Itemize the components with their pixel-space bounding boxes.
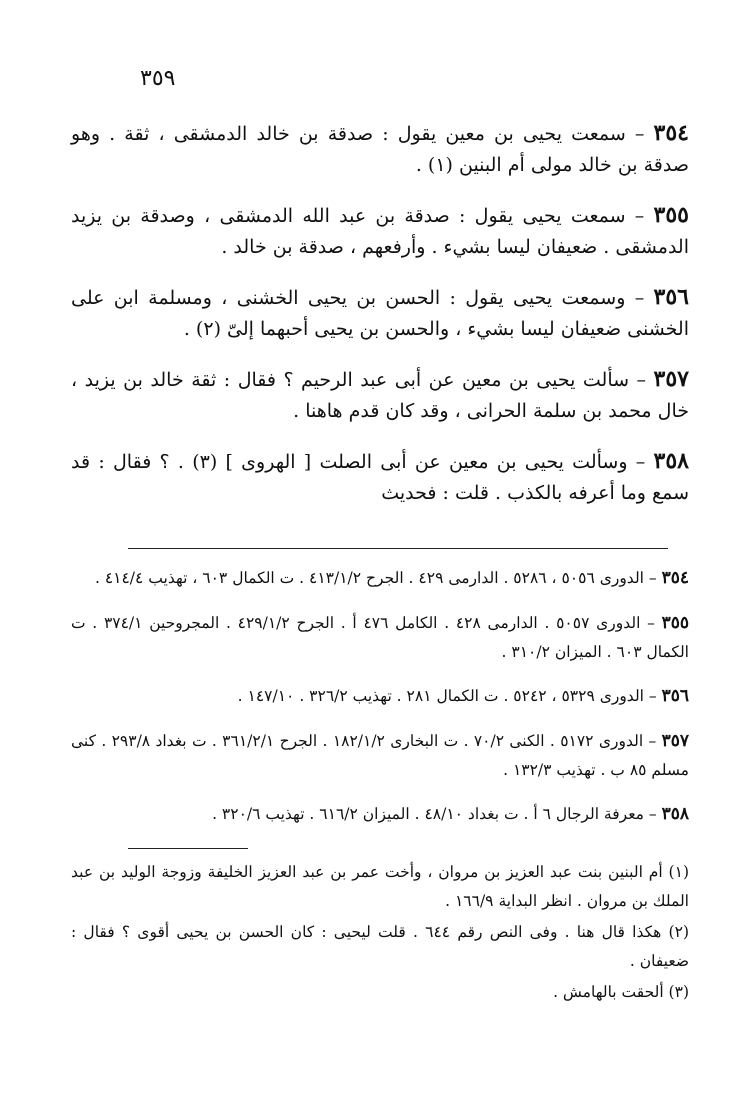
reference-text: – الدورى ٥٠٥٧ . الدارمى ٤٢٨ . الكامل ٤٧٦ أ . الجرح ٤٢٩/١/٢ . المجروحين ٣٧٤/١ . ت الكمال ٦٠٣ . الميزان ٣١٠/٢ . <box>71 613 689 661</box>
reference-text: – معرفة الرجال ٦ أ . ت بغداد ٤٨/١٠ . الميزان ٦١٦/٢ . تهذيب ٣٢٠/٦ . <box>212 805 662 823</box>
reference-number: ٣٥٨ <box>661 804 689 824</box>
entry-number: ٣٥٥ <box>653 202 689 228</box>
entry-357 <box>71 364 689 427</box>
entry-number: ٣٥٨ <box>653 448 689 474</box>
reference-text: – الدورى ٥٠٥٦ ، ٥٢٨٦ . الدارمى ٤٢٩ . الجرح ٤١٣/١/٢ . ت الكمال ٦٠٣ ، تهذيب ٤١٤/٤ . <box>94 569 662 587</box>
footnote-1: (١) أم البنين بنت عبد العزيز بن مروان ، وأخت عمر بن عبد العزيز الخليفة وزوجة الوليد بن عبد الملك بن مروان . انظر البداية ١٦٦/٩ . <box>71 863 689 910</box>
main-text <box>71 118 689 514</box>
entry-text: – وسألت يحيى بن معين عن أبى الصلت [ الهروى ] (٣) . ؟ فقال : قد سمع وما أعرفه بالكذب . قلت : فحديث <box>71 451 689 504</box>
entry-358 <box>71 446 689 509</box>
references-section <box>71 564 689 832</box>
reference-355 <box>71 609 689 667</box>
entry-number: ٣٥٤ <box>653 120 689 146</box>
references-divider <box>128 548 668 549</box>
reference-number: ٣٥٧ <box>661 730 689 751</box>
reference-358 <box>71 800 689 829</box>
reference-number: ٣٥٦ <box>661 686 689 706</box>
footnote-3: (٣) ألحقت بالهامش . <box>553 983 689 1001</box>
reference-number: ٣٥٤ <box>661 568 689 588</box>
entry-356 <box>71 282 689 345</box>
reference-357 <box>71 727 689 785</box>
entry-number: ٣٥٧ <box>653 366 689 392</box>
entry-text: – سألت يحيى بن معين عن أبى عبد الرحيم ؟ فقال : ثقة خالد بن يزيد ، خال محمد بن سلمة الحرانى ، وقد كان قدم هاهنا . <box>71 369 689 422</box>
reference-text: – الدورى ٥٣٢٩ ، ٥٢٤٢ . ت الكمال ٢٨١ . تهذيب ٣٢٦/٢ . ١٤٧/١٠ . <box>237 687 662 705</box>
entry-text: – سمعت يحيى يقول : صدقة بن عبد الله الدمشقى ، وصدقة بن يزيد الدمشقى . ضعيفان ليسا بشيء . وأرفعهم ، صدقة بن خالد . <box>71 205 689 258</box>
reference-text: – الدورى ٥١٧٢ . الكنى ٧٠/٢ . ت البخارى ١٨٢/١/٢ . الجرح ٣٦١/٢/١ . ت بغداد ٢٩٣/٨ . كنى مسلم ٨٥ ب . تهذيب ١٣٢/٣ . <box>71 731 689 779</box>
entry-text: – سمعت يحيى بن معين يقول : صدقة بن خالد الدمشقى ، ثقة . وهو صدقة بن خالد مولى أم البنين (١) . <box>71 123 689 176</box>
reference-356 <box>71 682 689 711</box>
footnotes-divider <box>128 848 248 849</box>
footnotes-section <box>71 858 689 1007</box>
page-number: ٣٥٩ <box>140 66 176 91</box>
reference-354 <box>71 564 689 593</box>
entry-354 <box>71 118 689 181</box>
entry-355 <box>71 200 689 263</box>
reference-number: ٣٥٥ <box>661 612 689 633</box>
entry-number: ٣٥٦ <box>653 284 689 310</box>
entry-text: – وسمعت يحيى يقول : الحسن بن يحيى الخشنى ، ومسلمة ابن على الخشنى ضعيفان ليسا بشيء ، والحسن بن يحيى أحبهما إلىّ (٢) . <box>71 287 689 340</box>
footnote-2: (٢) هكذا قال هنا . وفى النص رقم ٦٤٤ . قلت ليحيى : كان الحسن بن يحيى أقوى ؟ فقال : ضعيفان . <box>71 923 689 970</box>
